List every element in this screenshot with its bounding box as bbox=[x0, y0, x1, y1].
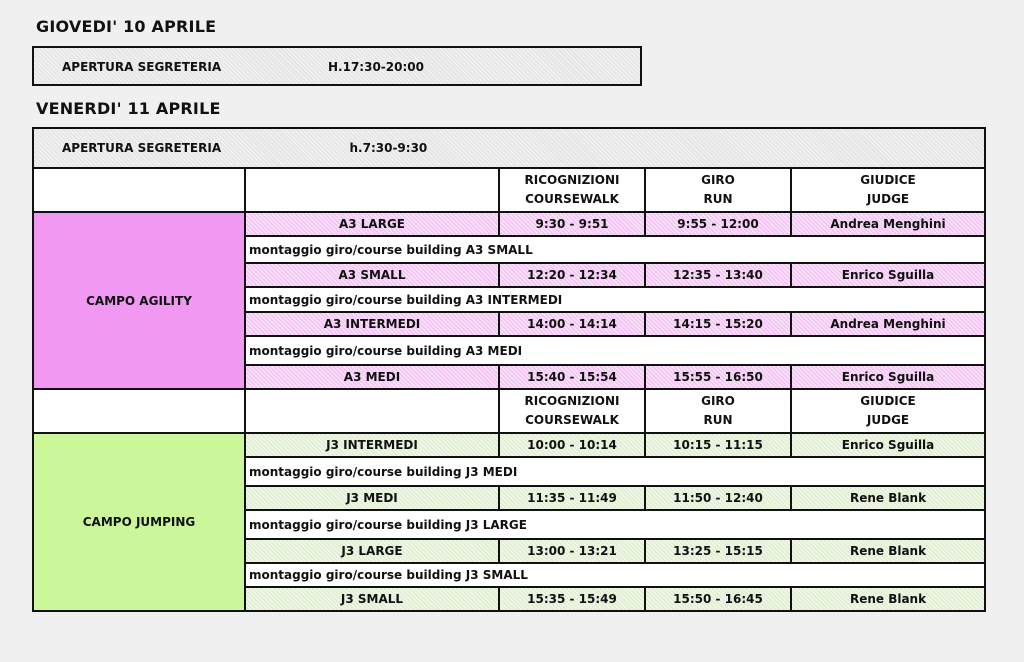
walk-cell: 15:35 - 15:49 bbox=[499, 587, 645, 611]
class-cell: A3 LARGE bbox=[245, 212, 499, 236]
field-agility: CAMPO AGILITY bbox=[33, 212, 245, 389]
header-empty-cell bbox=[33, 168, 245, 212]
class-cell: A3 INTERMEDI bbox=[245, 312, 499, 336]
header-empty-cell bbox=[245, 389, 499, 433]
run-cell: 15:50 - 16:45 bbox=[645, 587, 791, 611]
day1-opening-box bbox=[32, 46, 642, 86]
judge-cell: Enrico Sguilla bbox=[791, 365, 985, 389]
table-row bbox=[33, 433, 985, 457]
course-building-cell: montaggio giro/course building A3 INTERMEDI bbox=[245, 287, 985, 312]
header-judge: GIUDICE JUDGE bbox=[791, 168, 985, 212]
judge-cell: Rene Blank bbox=[791, 539, 985, 563]
header-run: GIRO RUN bbox=[645, 168, 791, 212]
class-cell: J3 SMALL bbox=[245, 587, 499, 611]
day2-opening-label: APERTURA SEGRETERIA bbox=[62, 141, 222, 155]
class-cell: A3 SMALL bbox=[245, 263, 499, 287]
header-coursewalk: RICOGNIZIONI COURSEWALK bbox=[499, 168, 645, 212]
field-jumping: CAMPO JUMPING bbox=[33, 433, 245, 611]
header-run: GIRO RUN bbox=[645, 389, 791, 433]
walk-cell: 11:35 - 11:49 bbox=[499, 486, 645, 510]
header-judge: GIUDICE JUDGE bbox=[791, 389, 985, 433]
header-empty-cell bbox=[33, 389, 245, 433]
run-cell: 12:35 - 13:40 bbox=[645, 263, 791, 287]
day2-opening-cell bbox=[33, 128, 985, 168]
run-cell: 10:15 - 11:15 bbox=[645, 433, 791, 457]
run-cell: 15:55 - 16:50 bbox=[645, 365, 791, 389]
walk-cell: 12:20 - 12:34 bbox=[499, 263, 645, 287]
run-cell: 11:50 - 12:40 bbox=[645, 486, 791, 510]
course-building-cell: montaggio giro/course building J3 SMALL bbox=[245, 563, 985, 587]
judge-cell: Andrea Menghini bbox=[791, 312, 985, 336]
schedule-table bbox=[32, 127, 986, 612]
class-cell: J3 MEDI bbox=[245, 486, 499, 510]
table-row bbox=[33, 212, 985, 236]
walk-cell: 15:40 - 15:54 bbox=[499, 365, 645, 389]
course-building-cell: montaggio giro/course building A3 MEDI bbox=[245, 336, 985, 365]
class-cell: A3 MEDI bbox=[245, 365, 499, 389]
judge-cell: Rene Blank bbox=[791, 587, 985, 611]
day2-opening-row bbox=[33, 128, 985, 168]
judge-cell: Rene Blank bbox=[791, 486, 985, 510]
walk-cell: 13:00 - 13:21 bbox=[499, 539, 645, 563]
judge-cell: Enrico Sguilla bbox=[791, 263, 985, 287]
course-building-cell: montaggio giro/course building J3 MEDI bbox=[245, 457, 985, 486]
header-coursewalk: RICOGNIZIONI COURSEWALK bbox=[499, 389, 645, 433]
walk-cell: 14:00 - 14:14 bbox=[499, 312, 645, 336]
run-cell: 13:25 - 15:15 bbox=[645, 539, 791, 563]
day1-title: GIOVEDI' 10 APRILE bbox=[36, 17, 217, 36]
day1-opening-label: APERTURA SEGRETERIA bbox=[62, 60, 222, 74]
course-building-cell: montaggio giro/course building A3 SMALL bbox=[245, 236, 985, 263]
day2-title: VENERDI' 11 APRILE bbox=[36, 99, 221, 118]
header-empty-cell bbox=[245, 168, 499, 212]
class-cell: J3 LARGE bbox=[245, 539, 499, 563]
day1-opening-hours: H.17:30-20:00 bbox=[328, 60, 424, 74]
agility-header-row bbox=[33, 168, 985, 212]
run-cell: 9:55 - 12:00 bbox=[645, 212, 791, 236]
day2-opening-hours: h.7:30-9:30 bbox=[349, 141, 428, 155]
walk-cell: 9:30 - 9:51 bbox=[499, 212, 645, 236]
run-cell: 14:15 - 15:20 bbox=[645, 312, 791, 336]
judge-cell: Enrico Sguilla bbox=[791, 433, 985, 457]
walk-cell: 10:00 - 10:14 bbox=[499, 433, 645, 457]
judge-cell: Andrea Menghini bbox=[791, 212, 985, 236]
jumping-header-row bbox=[33, 389, 985, 433]
class-cell: J3 INTERMEDI bbox=[245, 433, 499, 457]
course-building-cell: montaggio giro/course building J3 LARGE bbox=[245, 510, 985, 539]
